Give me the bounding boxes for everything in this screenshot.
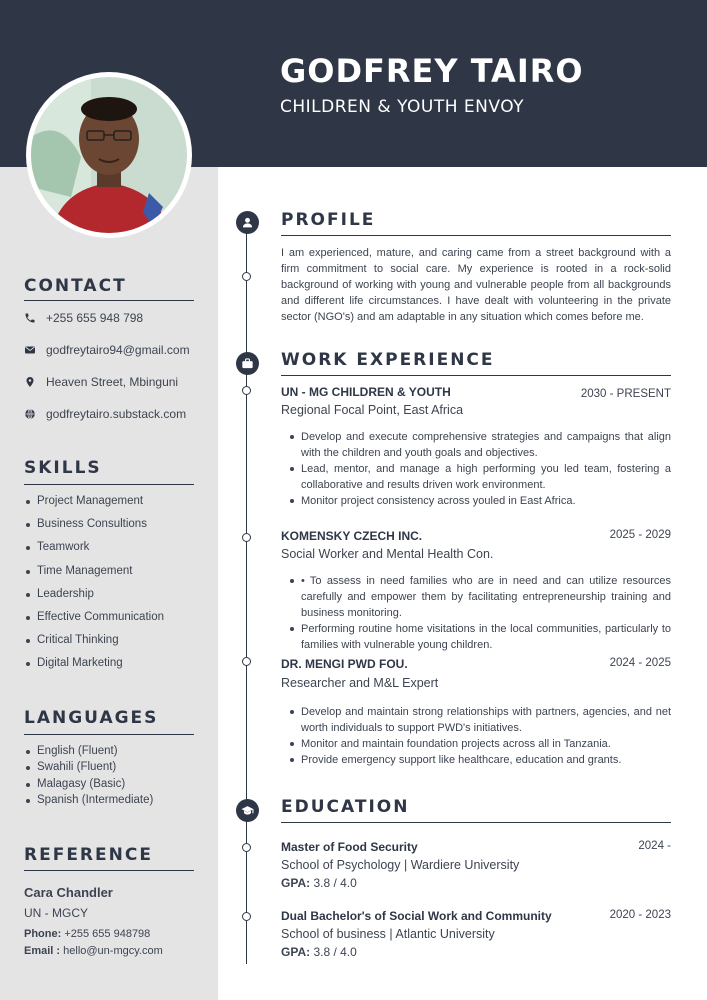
- job-company: KOMENSKY CZECH INC.: [281, 529, 423, 543]
- contact-address-text: Heaven Street, Mbinguni: [46, 375, 179, 389]
- contact-address: [24, 375, 178, 389]
- timeline-dot: [242, 386, 251, 395]
- reference-phone: [24, 928, 150, 940]
- languages-list: [24, 745, 153, 811]
- skills-divider: [24, 484, 194, 485]
- skill-item: Digital Marketing: [24, 657, 164, 680]
- job-company: DR. MENGI PWD FOU.: [281, 657, 408, 671]
- language-item: Swahili (Fluent): [24, 761, 153, 777]
- reference-phone-label: Phone:: [24, 928, 62, 940]
- job-company: UN - MG CHILDREN & YOUTH: [281, 385, 451, 399]
- timeline-dot: [242, 912, 251, 921]
- job-bullet: Monitor and maintain foundation projects across all in Tanzania.: [288, 736, 671, 752]
- contact-website-text[interactable]: godfreytairo.substack.com: [46, 407, 187, 421]
- user-icon: [236, 211, 259, 234]
- education-gpa: [281, 945, 357, 959]
- timeline-dot: [242, 533, 251, 542]
- education-school: School of Psychology | Wardiere University: [281, 858, 520, 872]
- timeline-dot: [242, 843, 251, 852]
- skill-item: Business Consultions: [24, 518, 164, 541]
- contact-phone-text: +255 655 948 798: [46, 311, 144, 325]
- skills-heading: SKILLS: [24, 458, 102, 478]
- phone-icon: [24, 312, 46, 324]
- skill-item: Effective Communication: [24, 611, 164, 634]
- work-divider: [281, 375, 671, 376]
- education-school: School of business | Atlantic University: [281, 927, 495, 941]
- job-bullets: [288, 573, 671, 653]
- job-bullet: Performing routine home visitations in the local communities, particularly to families with vulnerable young children.: [288, 621, 671, 653]
- reference-phone-value: +255 655 948798: [64, 928, 151, 940]
- job-bullets: [288, 704, 671, 768]
- skill-item: Critical Thinking: [24, 634, 164, 657]
- education-gpa-label: GPA:: [281, 876, 311, 890]
- reference-name: Cara Chandler: [24, 885, 113, 900]
- contact-heading: CONTACT: [24, 276, 127, 296]
- education-gpa-label: GPA:: [281, 945, 311, 959]
- language-item: English (Fluent): [24, 745, 153, 761]
- education-gpa-value: 3.8 / 4.0: [313, 876, 357, 890]
- job-dates: 2025 - 2029: [609, 529, 671, 541]
- education-degree: Master of Food Security: [281, 840, 418, 854]
- mail-icon: [24, 344, 46, 356]
- reference-divider: [24, 870, 194, 871]
- education-gpa-value: 3.8 / 4.0: [313, 945, 357, 959]
- contact-email-text[interactable]: godfreytairo94@gmail.com: [46, 343, 190, 357]
- languages-heading: LANGUAGES: [24, 708, 159, 728]
- person-role: CHILDREN & YOUTH ENVOY: [280, 97, 525, 117]
- work-heading: WORK EXPERIENCE: [281, 350, 495, 370]
- job-role: Researcher and M&L Expert: [281, 676, 439, 690]
- job-bullet: Lead, mentor, and manage a high performing you led team, fostering a collaborative and results driven work environment.: [288, 461, 671, 493]
- education-dates: 2024 -: [638, 840, 671, 852]
- timeline-line: [246, 222, 247, 964]
- job-dates: 2024 - 2025: [609, 657, 671, 669]
- reference-heading: REFERENCE: [24, 845, 153, 865]
- reference-email-label: Email :: [24, 945, 61, 957]
- job-dates: 2030 - PRESENT: [580, 388, 671, 400]
- education-dates: 2020 - 2023: [609, 909, 671, 921]
- skill-item: Leadership: [24, 588, 164, 611]
- profile-heading: PROFILE: [281, 210, 376, 230]
- job-bullet: Provide emergency support like healthcare, education and grants.: [288, 752, 671, 768]
- job-bullet: Develop and maintain strong relationships with partners, agencies, and net worth individuals to support PWD's initiatives.: [288, 704, 671, 736]
- job-bullet: Monitor project consistency across youled in East Africa.: [288, 493, 671, 509]
- job-bullet: • To assess in need families who are in need and can utilize resources carefully and empower them by facilitating entrepreneurship training and business monitoring.: [288, 573, 671, 621]
- timeline-dot: [242, 272, 251, 281]
- contact-phone: [24, 311, 143, 325]
- education-divider: [281, 822, 671, 823]
- contact-email: [24, 343, 190, 357]
- language-item: Spanish (Intermediate): [24, 794, 153, 810]
- reference-org: UN - MGCY: [24, 906, 88, 920]
- job-role: Regional Focal Point, East Africa: [281, 403, 464, 417]
- contact-divider: [24, 300, 194, 301]
- person-name: GODFREY TAIRO: [280, 52, 584, 90]
- reference-email-value[interactable]: hello@un-mgcy.com: [63, 945, 163, 957]
- job-bullets: [288, 429, 671, 509]
- education-degree: Dual Bachelor's of Social Work and Community: [281, 909, 552, 923]
- education-heading: EDUCATION: [281, 797, 410, 817]
- contact-website: [24, 407, 186, 421]
- education-gpa: [281, 876, 357, 890]
- skills-list: [24, 495, 164, 681]
- job-role: Social Worker and Mental Health Con.: [281, 547, 494, 561]
- profile-photo: [26, 72, 192, 238]
- skill-item: Time Management: [24, 565, 164, 588]
- location-pin-icon: [24, 376, 46, 388]
- reference-email: [24, 945, 163, 957]
- graduation-cap-icon: [236, 799, 259, 822]
- profile-divider: [281, 235, 671, 236]
- skill-item: Teamwork: [24, 541, 164, 564]
- globe-icon: [24, 408, 46, 420]
- job-bullet: Develop and execute comprehensive strategies and campaigns that align with the children and youth goals and objectives.: [288, 429, 671, 461]
- profile-summary: I am experienced, mature, and caring came from a street background with a firm commitment to social care. My experience is rooted in a rock-solid background of working with young and vulnerable people from all backgrounds and different life circumstances. I have dealt with volunteering in the private sector (NGO's) and am adaptable in any situation which comes before me.: [281, 247, 671, 323]
- language-item: Malagasy (Basic): [24, 778, 153, 794]
- languages-divider: [24, 734, 194, 735]
- briefcase-icon: [236, 352, 259, 375]
- timeline-dot: [242, 657, 251, 666]
- skill-item: Project Management: [24, 495, 164, 518]
